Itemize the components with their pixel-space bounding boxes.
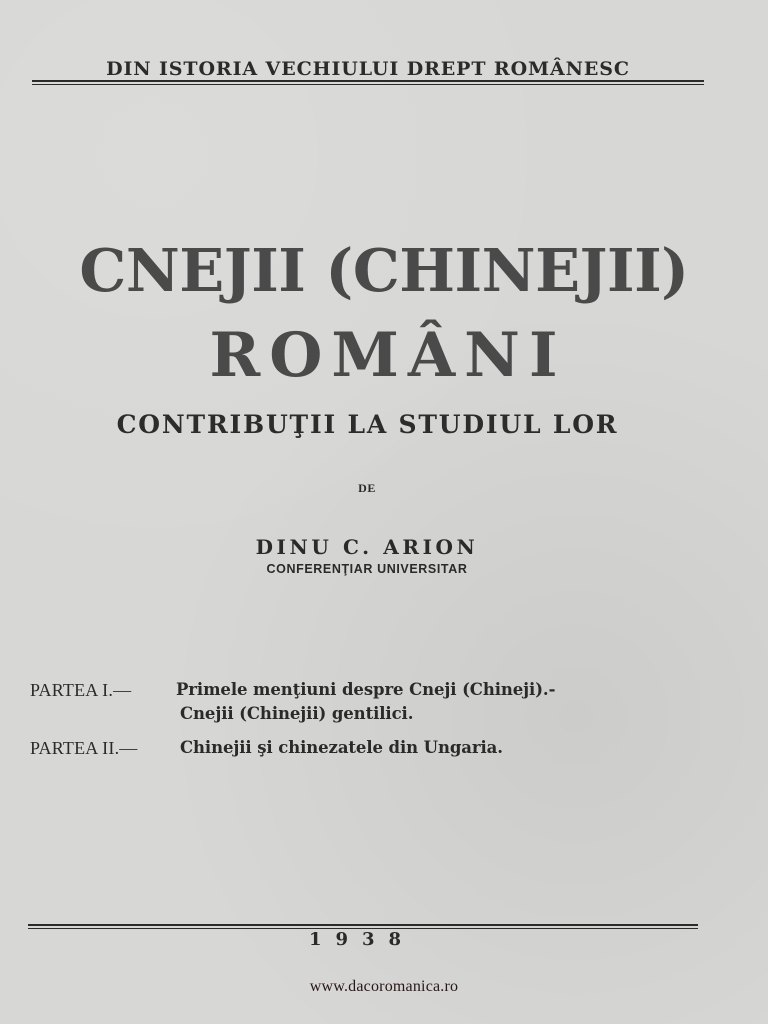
publication-year: 1938 — [308, 929, 416, 950]
part-label: PARTEA I.— — [30, 680, 132, 700]
part-label: PARTEA II.— — [30, 738, 138, 758]
main-title-line-1: CNEJII (CHINEJII) — [79, 236, 689, 305]
part-row — [30, 704, 730, 728]
series-title: DIN ISTORIA VECHIULUI DREPT ROMÂNESC — [106, 58, 630, 80]
part-title-line: Cnejii (Chinejii) gentilici. — [180, 704, 414, 723]
part-title-line: Chinejii şi chinezatele din Ungaria. — [180, 738, 503, 757]
series-rule-thick — [32, 80, 704, 82]
website-text: www.dacoromanica.ro — [309, 978, 459, 995]
footer-rule-thick — [28, 924, 698, 926]
main-title-line-2: ROMÂNI — [209, 320, 567, 391]
author-name: DINU C. ARION — [255, 535, 479, 559]
part-row — [30, 738, 730, 762]
series-rule-thin — [32, 84, 704, 85]
part-row — [30, 680, 730, 704]
parts-list — [30, 680, 730, 762]
subtitle: CONTRIBUŢII LA STUDIUL LOR — [116, 410, 619, 439]
author-role: CONFERENŢIAR UNIVERSITAR — [266, 562, 468, 576]
part-title-line: Primele menţiuni despre Cneji (Chineji).- — [176, 680, 556, 699]
by-label: DE — [358, 481, 376, 495]
